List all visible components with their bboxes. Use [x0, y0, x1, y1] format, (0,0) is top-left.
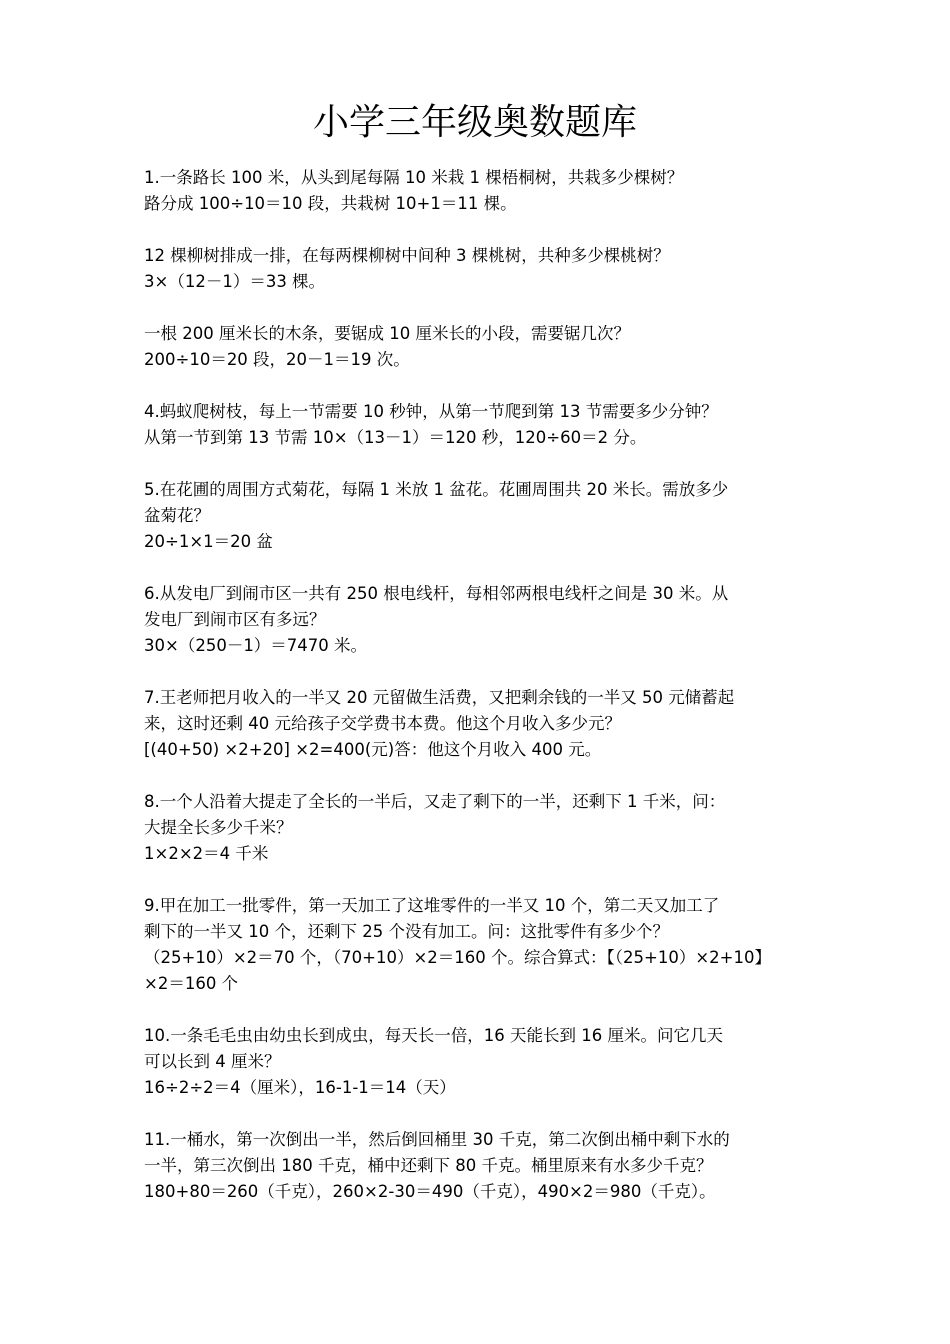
answer-line: 1×2×2＝4 千米	[144, 844, 269, 863]
problem-2	[144, 243, 814, 295]
problem-line: 10.一条毛毛虫由幼虫长到成虫，每天长一倍，16 天能长到 16 厘米。问它几天	[144, 1026, 723, 1045]
problem-line: 5.在花圃的周围方式菊花，每隔 1 米放 1 盆花。花圃周围共 20 米长。需放多少	[144, 480, 729, 499]
answer-line: 3×（12－1）＝33 棵。	[144, 272, 326, 291]
problem-line: 剩下的一半又 10 个，还剩下 25 个没有加工。问：这批零件有多少个？	[144, 922, 669, 941]
answer-line: （25+10）×2＝70 个，（70+10）×2＝160 个。综合算式：【（25+10）×2+10】	[144, 948, 771, 967]
problem-10	[144, 1023, 814, 1101]
answer-line: [(40+50) ×2+20] ×2=400(元)答：他这个月收入 400 元。	[144, 740, 602, 759]
answer-line: 16÷2÷2＝4（厘米），16-1-1＝14（天）	[144, 1078, 456, 1097]
answer-line: 从第一节到第 13 节需 10×（13－1）＝120 秒，120÷60＝2 分。	[144, 428, 647, 447]
problem-line: 一半，第三次倒出 180 千克，桶中还剩下 80 千克。桶里原来有水多少千克？	[144, 1156, 713, 1175]
problem-line: 6.从发电厂到闹市区一共有 250 根电线杆，每相邻两根电线杆之间是 30 米。从	[144, 584, 729, 603]
problem-line: 一根 200 厘米长的木条，要锯成 10 厘米长的小段，需要锯几次？	[144, 324, 630, 343]
problem-5	[144, 477, 814, 555]
answer-line: 200÷10＝20 段，20－1＝19 次。	[144, 350, 410, 369]
problem-line: 11.一桶水，第一次倒出一半，然后倒回桶里 30 千克，第二次倒出桶中剩下水的	[144, 1130, 730, 1149]
problem-line: 8.一个人沿着大提走了全长的一半后，又走了剩下的一半，还剩下 1 千米，问：	[144, 792, 726, 811]
problem-3	[144, 321, 814, 373]
problem-line: 12 棵柳树排成一排，在每两棵柳树中间种 3 棵桃树，共种多少棵桃树？	[144, 246, 670, 265]
problem-line: 可以长到 4 厘米？	[144, 1052, 281, 1071]
problem-line: 1.一条路长 100 米，从头到尾每隔 10 米栽 1 棵梧桐树，共栽多少棵树？	[144, 168, 684, 187]
problem-line: 9.甲在加工一批零件，第一天加工了这堆零件的一半又 10 个，第二天又加工了	[144, 896, 720, 915]
answer-line: ×2＝160 个	[144, 974, 239, 993]
problem-11	[144, 1127, 814, 1205]
page-title: 小学三年级奥数题库	[312, 102, 637, 143]
answer-line: 20÷1×1＝20 盆	[144, 532, 273, 551]
problem-9	[144, 893, 814, 997]
problem-4	[144, 399, 814, 451]
problem-line: 7.王老师把月收入的一半又 20 元留做生活费，又把剩余钱的一半又 50 元储蓄起	[144, 688, 735, 707]
problem-list	[144, 165, 814, 1231]
problem-line: 来，这时还剩 40 元给孩子交学费书本费。他这个月收入多少元？	[144, 714, 621, 733]
problem-line: 大提全长多少千米？	[144, 818, 293, 837]
answer-line: 180+80＝260（千克），260×2-30＝490（千克），490×2＝980（千克）。	[144, 1182, 716, 1201]
problem-8	[144, 789, 814, 867]
answer-line: 路分成 100÷10＝10 段，共栽树 10+1＝11 棵。	[144, 194, 517, 213]
problem-7	[144, 685, 814, 763]
problem-line: 4.蚂蚁爬树枝，每上一节需要 10 秒钟，从第一节爬到第 13 节需要多少分钟？	[144, 402, 718, 421]
problem-6	[144, 581, 814, 659]
problem-1	[144, 165, 814, 217]
problem-line: 盆菊花？	[144, 506, 210, 525]
answer-line: 30×（250－1）＝7470 米。	[144, 636, 368, 655]
problem-line: 发电厂到闹市区有多远？	[144, 610, 326, 629]
